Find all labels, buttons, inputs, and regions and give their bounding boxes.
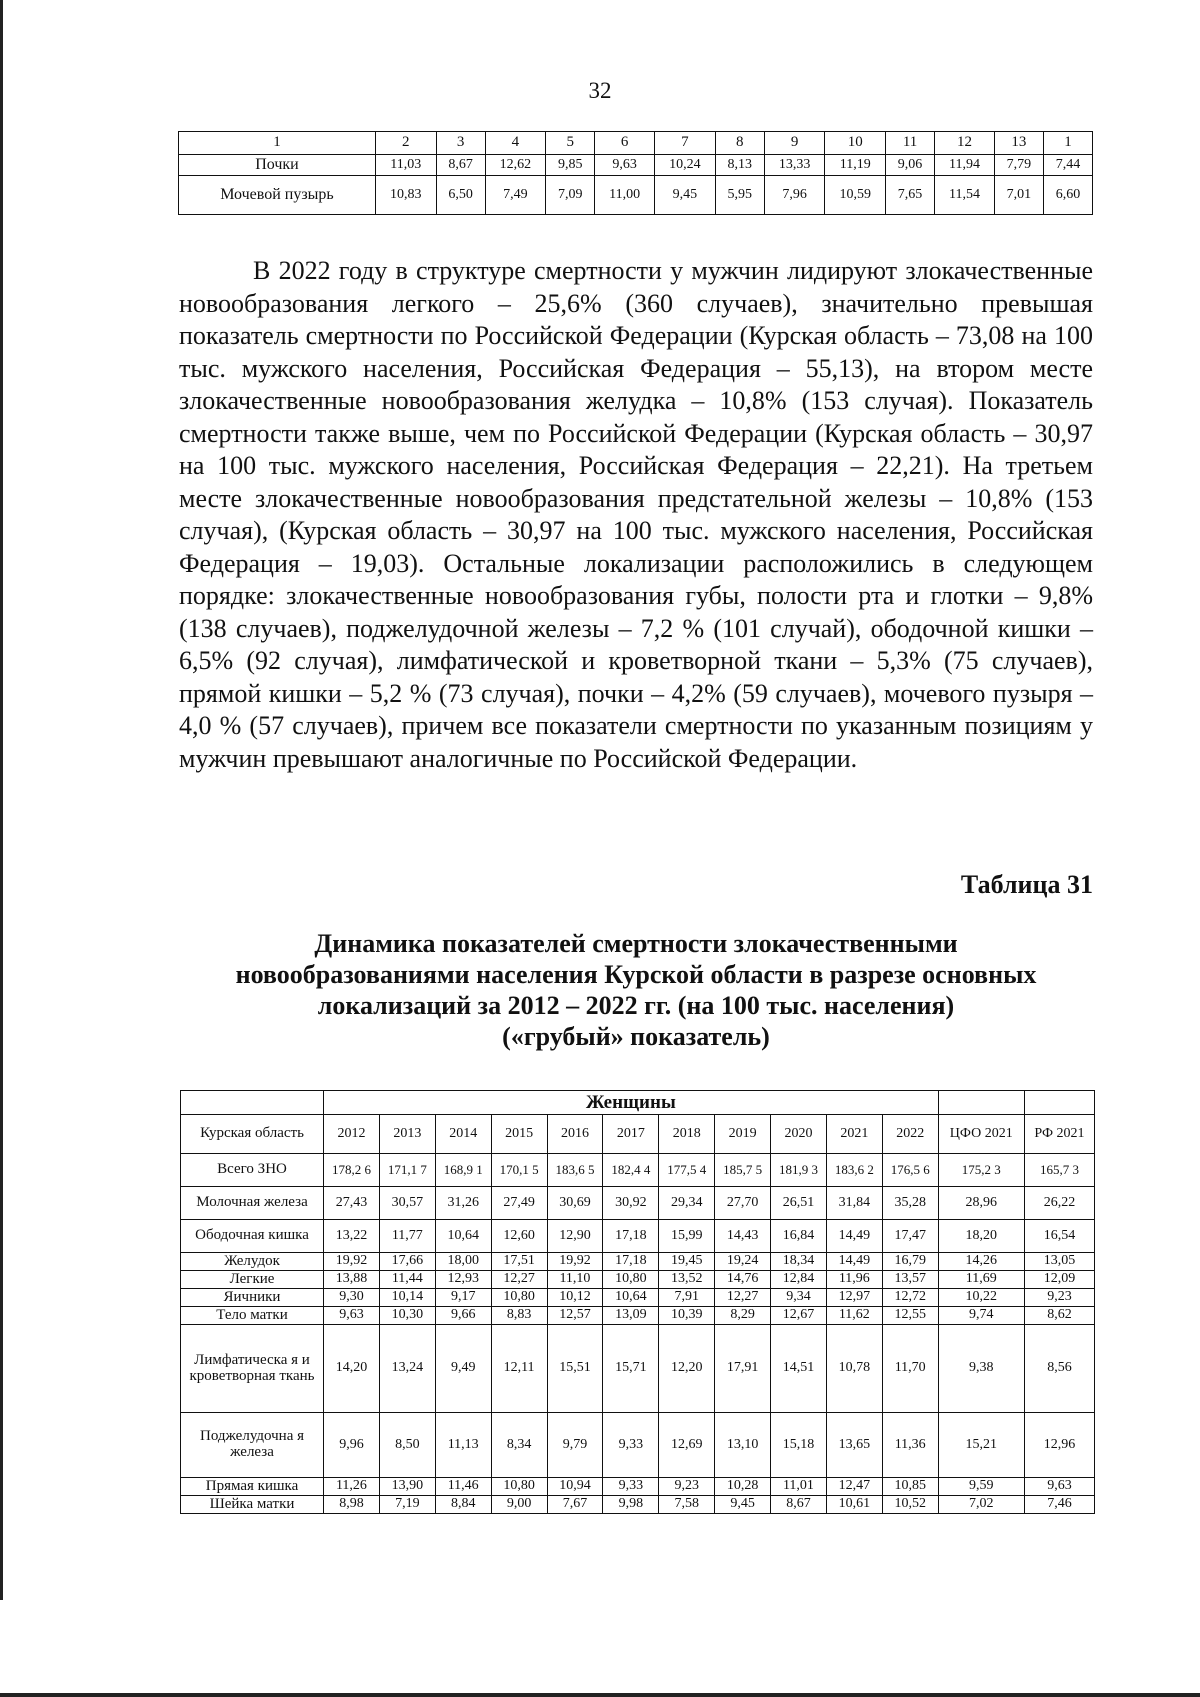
table-cell: 11,69 xyxy=(938,1271,1024,1289)
table-cell: 30,92 xyxy=(603,1187,659,1220)
top-table-header-cell: 11 xyxy=(886,132,935,155)
table-cell: 9,63 xyxy=(595,155,655,176)
table-title-line: («грубый» показатель) xyxy=(502,1022,770,1051)
table-cell: 10,83 xyxy=(375,176,436,215)
top-table-header-cell: 1 xyxy=(1043,132,1092,155)
table-cell: 9,06 xyxy=(886,155,935,176)
table-cell: 9,38 xyxy=(938,1325,1024,1413)
table-cell: 183,6 2 xyxy=(826,1154,882,1187)
table-cell: 18,20 xyxy=(938,1220,1024,1253)
table-row xyxy=(181,1413,1095,1478)
table-title-line: Динамика показателей смертности злокачественными xyxy=(314,929,958,958)
table-cell: 26,51 xyxy=(771,1187,827,1220)
row-label: Молочная железа xyxy=(181,1187,324,1220)
table-cell: 14,76 xyxy=(715,1271,771,1289)
table-cell: 8,98 xyxy=(324,1496,380,1514)
table-cell: 11,44 xyxy=(379,1271,435,1289)
year-header: 2014 xyxy=(435,1115,491,1154)
table-cell: 9,79 xyxy=(547,1413,603,1478)
table-cell: 17,66 xyxy=(379,1253,435,1271)
table-cell: 13,52 xyxy=(659,1271,715,1289)
table-title-line: новообразованиями населения Курской области в разрезе основных xyxy=(235,960,1037,989)
table-cell: 10,61 xyxy=(826,1496,882,1514)
table-cell: 8,84 xyxy=(435,1496,491,1514)
table-cell: 13,05 xyxy=(1024,1253,1094,1271)
table-cell: 14,43 xyxy=(715,1220,771,1253)
table-cell: 13,90 xyxy=(379,1478,435,1496)
table-cell: 8,29 xyxy=(715,1307,771,1325)
group-header-women: Женщины xyxy=(324,1091,939,1115)
table-cell: 10,59 xyxy=(825,176,886,215)
table-cell: 9,00 xyxy=(491,1496,547,1514)
table-cell: 12,11 xyxy=(491,1325,547,1413)
table-cell: 27,43 xyxy=(324,1187,380,1220)
top-table-header-cell: 2 xyxy=(375,132,436,155)
table-cell: 7,44 xyxy=(1043,155,1092,176)
table-cell: 15,71 xyxy=(603,1325,659,1413)
table-cell: 12,97 xyxy=(826,1289,882,1307)
scan-edge-left xyxy=(0,0,3,1600)
table-cell: 11,01 xyxy=(771,1478,827,1496)
table-cell: 9,33 xyxy=(603,1413,659,1478)
table-cell: 35,28 xyxy=(882,1187,938,1220)
table-cell: 10,80 xyxy=(491,1478,547,1496)
table-cell: 12,27 xyxy=(715,1289,771,1307)
table-cell: 10,24 xyxy=(655,155,716,176)
table-cell: 11,46 xyxy=(435,1478,491,1496)
table-row xyxy=(181,1478,1095,1496)
year-header: 2016 xyxy=(547,1115,603,1154)
table-cell: 10,28 xyxy=(715,1478,771,1496)
scan-edge-bottom xyxy=(0,1693,1200,1697)
table-cell: 10,30 xyxy=(379,1307,435,1325)
table-cell: 12,09 xyxy=(1024,1271,1094,1289)
table-row xyxy=(181,1271,1095,1289)
row-label: Всего ЗНО xyxy=(181,1154,324,1187)
table-cell: 9,23 xyxy=(659,1478,715,1496)
table-cell: 11,26 xyxy=(324,1478,380,1496)
table-cell: 171,1 7 xyxy=(379,1154,435,1187)
top-table-header-cell: 3 xyxy=(436,132,485,155)
table-cell: 7,67 xyxy=(547,1496,603,1514)
table-cell: 19,92 xyxy=(324,1253,380,1271)
empty-cell xyxy=(181,1091,324,1115)
table-cell: 11,62 xyxy=(826,1307,882,1325)
table-cell: 8,62 xyxy=(1024,1307,1094,1325)
table-cell: 31,84 xyxy=(826,1187,882,1220)
table-cell: 13,57 xyxy=(882,1271,938,1289)
table-cell: 185,7 5 xyxy=(715,1154,771,1187)
page-number: 32 xyxy=(588,78,612,103)
table-cell: 183,6 5 xyxy=(547,1154,603,1187)
table-cell: 13,24 xyxy=(379,1325,435,1413)
top-table-header-cell: 10 xyxy=(825,132,886,155)
empty-cell xyxy=(1024,1091,1094,1115)
table-cell: 16,84 xyxy=(771,1220,827,1253)
table-cell: 170,1 5 xyxy=(491,1154,547,1187)
group-header-row xyxy=(181,1091,1095,1115)
table-cell: 9,63 xyxy=(1024,1478,1094,1496)
table-cell: 12,47 xyxy=(826,1478,882,1496)
year-header: 2018 xyxy=(659,1115,715,1154)
table-cell: 11,00 xyxy=(595,176,655,215)
table-cell: 7,91 xyxy=(659,1289,715,1307)
row-label: Ободочная кишка xyxy=(181,1220,324,1253)
table-cell: 16,79 xyxy=(882,1253,938,1271)
table-row xyxy=(181,1253,1095,1271)
table-row xyxy=(181,1496,1095,1514)
table-cell: 12,57 xyxy=(547,1307,603,1325)
table-cell: 15,21 xyxy=(938,1413,1024,1478)
table-cell: 11,94 xyxy=(935,155,995,176)
table-cell: 8,13 xyxy=(715,155,764,176)
table-cell: 11,19 xyxy=(825,155,886,176)
table-cell: 7,65 xyxy=(886,176,935,215)
table-cell: 9,23 xyxy=(1024,1289,1094,1307)
table-label: Таблица 31 xyxy=(960,870,1093,899)
table-cell: 13,88 xyxy=(324,1271,380,1289)
table-cell: 10,64 xyxy=(603,1289,659,1307)
table-cell: 17,51 xyxy=(491,1253,547,1271)
year-header: 2012 xyxy=(324,1115,380,1154)
table-cell: 13,65 xyxy=(826,1413,882,1478)
table-cell: 9,85 xyxy=(546,155,595,176)
table-cell: 12,55 xyxy=(882,1307,938,1325)
table-cell: 30,69 xyxy=(547,1187,603,1220)
table-cell: 168,9 1 xyxy=(435,1154,491,1187)
table-row xyxy=(181,1289,1095,1307)
table-cell: 14,26 xyxy=(938,1253,1024,1271)
table-cell: 14,20 xyxy=(324,1325,380,1413)
table-cell: 176,5 6 xyxy=(882,1154,938,1187)
table-cell: 8,50 xyxy=(379,1413,435,1478)
row-label: Шейка матки xyxy=(181,1496,324,1514)
table-cell: 28,96 xyxy=(938,1187,1024,1220)
table-row xyxy=(179,155,1093,176)
table-cell: 18,00 xyxy=(435,1253,491,1271)
table-cell: 9,96 xyxy=(324,1413,380,1478)
table-cell: 9,45 xyxy=(655,176,716,215)
table-cell: 27,49 xyxy=(491,1187,547,1220)
table-cell: 14,49 xyxy=(826,1220,882,1253)
table-cell: 7,09 xyxy=(546,176,595,215)
top-table-header-cell: 9 xyxy=(764,132,825,155)
table-cell: 8,67 xyxy=(771,1496,827,1514)
row-label: Тело матки xyxy=(181,1307,324,1325)
top-table-header-cell: 13 xyxy=(994,132,1043,155)
table-cell: 6,60 xyxy=(1043,176,1092,215)
table-cell: 19,45 xyxy=(659,1253,715,1271)
table-cell: 7,01 xyxy=(994,176,1043,215)
table-title xyxy=(179,928,1093,1052)
table-cell: 10,39 xyxy=(659,1307,715,1325)
table-cell: 182,4 4 xyxy=(603,1154,659,1187)
table-cell: 12,60 xyxy=(491,1220,547,1253)
table-cell: 9,45 xyxy=(715,1496,771,1514)
table-cell: 13,09 xyxy=(603,1307,659,1325)
table-cell: 178,2 6 xyxy=(324,1154,380,1187)
table-cell: 9,49 xyxy=(435,1325,491,1413)
table-row xyxy=(181,1307,1095,1325)
table-cell: 175,2 3 xyxy=(938,1154,1024,1187)
table-cell: 11,13 xyxy=(435,1413,491,1478)
table-cell: 7,46 xyxy=(1024,1496,1094,1514)
table-cell: 19,92 xyxy=(547,1253,603,1271)
table-cell: 14,49 xyxy=(826,1253,882,1271)
table-cell: 9,33 xyxy=(603,1478,659,1496)
table-cell: 11,77 xyxy=(379,1220,435,1253)
year-header: 2017 xyxy=(603,1115,659,1154)
table-cell: 6,50 xyxy=(436,176,485,215)
body-paragraph: В 2022 году в структуре смертности у мужчин лидируют злокачественные новообразования легкого – 25,6% (360 случаев), значительно превышая показатель смертности по Российской Федерации (Курская область – 73,08 на 100 тыс. мужского населения, Российская Федерация – 55,13), на втором месте злокачественные новообразования желудка – 10,8% (153 случая). Показатель смертности также выше, чем по Российской Федерации (Курская область – 30,97 на 100 тыс. мужского населения, Российская Федерация – 22,21). На третьем месте злокачественные новообразования предстательной железы – 10,8% (153 случая), (Курская область – 30,97 на 100 тыс. мужского населения, Российская Федерация – 19,03). Остальные локализации расположились в следующем порядке: злокачественные новообразования губы, полости рта и глотки – 9,8% (138 случаев), поджелудочной железы – 7,2 % (101 случай), ободочной кишки – 6,5% (92 случая), лимфатической и кроветворной ткани – 5,3% (75 случаев), прямой кишки – 5,2 % (73 случая), почки – 4,2% (59 случаев), мочевого пузыря – 4,0 % (57 случаев), причем все показатели смертности по указанным позициям у мужчин превышают аналогичные по Российской Федерации. xyxy=(179,256,1093,773)
row-label: Яичники xyxy=(181,1289,324,1307)
table-cell: 10,85 xyxy=(882,1478,938,1496)
year-header: 2015 xyxy=(491,1115,547,1154)
table-cell: 12,93 xyxy=(435,1271,491,1289)
table-cell: 10,78 xyxy=(826,1325,882,1413)
top-table-header-cell: 1 xyxy=(179,132,376,155)
table-cell: 177,5 4 xyxy=(659,1154,715,1187)
table-cell: 12,67 xyxy=(771,1307,827,1325)
table-cell: 17,91 xyxy=(715,1325,771,1413)
table-cell: 9,66 xyxy=(435,1307,491,1325)
row-label: Лимфатическа я и кроветворная ткань xyxy=(181,1325,324,1413)
top-table-header-cell: 5 xyxy=(546,132,595,155)
table-cell: 10,12 xyxy=(547,1289,603,1307)
year-header: 2021 xyxy=(826,1115,882,1154)
table-row xyxy=(181,1220,1095,1253)
table-cell: 11,54 xyxy=(935,176,995,215)
region-label: Курская область xyxy=(181,1115,324,1154)
table-cell: 7,49 xyxy=(485,176,546,215)
table-cell: 29,34 xyxy=(659,1187,715,1220)
table-cell: 12,69 xyxy=(659,1413,715,1478)
table-cell: 13,22 xyxy=(324,1220,380,1253)
table-cell: 7,79 xyxy=(994,155,1043,176)
year-header-row xyxy=(181,1115,1095,1154)
table-cell: 18,34 xyxy=(771,1253,827,1271)
table-cell: 8,83 xyxy=(491,1307,547,1325)
row-label: Почки xyxy=(179,155,376,176)
table-cell: 10,22 xyxy=(938,1289,1024,1307)
table-cell: 11,96 xyxy=(826,1271,882,1289)
cfo-header: ЦФО 2021 xyxy=(938,1115,1024,1154)
year-header: 2020 xyxy=(771,1115,827,1154)
table-cell: 7,58 xyxy=(659,1496,715,1514)
table-cell: 15,51 xyxy=(547,1325,603,1413)
table-cell: 8,56 xyxy=(1024,1325,1094,1413)
year-header: 2013 xyxy=(379,1115,435,1154)
table-cell: 31,26 xyxy=(435,1187,491,1220)
table-cell: 17,47 xyxy=(882,1220,938,1253)
mortality-table xyxy=(180,1090,1095,1514)
table-cell: 9,63 xyxy=(324,1307,380,1325)
table-cell: 7,19 xyxy=(379,1496,435,1514)
table-cell: 181,9 3 xyxy=(771,1154,827,1187)
table-cell: 9,74 xyxy=(938,1307,1024,1325)
row-label: Легкие xyxy=(181,1271,324,1289)
table-cell: 12,96 xyxy=(1024,1413,1094,1478)
table-cell: 9,30 xyxy=(324,1289,380,1307)
table-cell: 16,54 xyxy=(1024,1220,1094,1253)
table-cell: 12,20 xyxy=(659,1325,715,1413)
table-cell: 13,33 xyxy=(764,155,825,176)
table-cell: 11,03 xyxy=(375,155,436,176)
year-header: 2019 xyxy=(715,1115,771,1154)
table-cell: 17,18 xyxy=(603,1253,659,1271)
table-title-line: локализаций за 2012 – 2022 гг. (на 100 тыс. населения) xyxy=(317,991,955,1020)
top-table-header-cell: 7 xyxy=(655,132,716,155)
table-cell: 10,64 xyxy=(435,1220,491,1253)
row-label: Желудок xyxy=(181,1253,324,1271)
table-cell: 10,80 xyxy=(491,1289,547,1307)
table-cell: 12,27 xyxy=(491,1271,547,1289)
table-row xyxy=(181,1187,1095,1220)
row-label: Поджелудочна я железа xyxy=(181,1413,324,1478)
table-cell: 8,34 xyxy=(491,1413,547,1478)
rf-header: РФ 2021 xyxy=(1024,1115,1094,1154)
table-cell: 7,96 xyxy=(764,176,825,215)
table-cell: 7,02 xyxy=(938,1496,1024,1514)
table-cell: 12,84 xyxy=(771,1271,827,1289)
table-cell: 10,80 xyxy=(603,1271,659,1289)
table-cell: 15,99 xyxy=(659,1220,715,1253)
empty-cell xyxy=(938,1091,1024,1115)
table-cell: 30,57 xyxy=(379,1187,435,1220)
table-cell: 14,51 xyxy=(771,1325,827,1413)
table-cell: 15,18 xyxy=(771,1413,827,1478)
top-table-header-cell: 6 xyxy=(595,132,655,155)
table-cell: 8,67 xyxy=(436,155,485,176)
table-cell: 5,95 xyxy=(715,176,764,215)
table-cell: 13,10 xyxy=(715,1413,771,1478)
top-table xyxy=(178,131,1093,215)
table-cell: 12,62 xyxy=(485,155,546,176)
table-cell: 11,36 xyxy=(882,1413,938,1478)
top-table-header-row xyxy=(179,132,1093,155)
table-cell: 26,22 xyxy=(1024,1187,1094,1220)
table-cell: 17,18 xyxy=(603,1220,659,1253)
row-label: Мочевой пузырь xyxy=(179,176,376,215)
table-cell: 9,59 xyxy=(938,1478,1024,1496)
table-row xyxy=(181,1154,1095,1187)
table-cell: 11,10 xyxy=(547,1271,603,1289)
table-cell: 10,52 xyxy=(882,1496,938,1514)
table-cell: 19,24 xyxy=(715,1253,771,1271)
table-cell: 27,70 xyxy=(715,1187,771,1220)
table-row xyxy=(181,1325,1095,1413)
table-cell: 12,90 xyxy=(547,1220,603,1253)
table-cell: 165,7 3 xyxy=(1024,1154,1094,1187)
table-cell: 10,14 xyxy=(379,1289,435,1307)
mortality-table-body xyxy=(181,1154,1095,1514)
table-cell: 9,34 xyxy=(771,1289,827,1307)
top-table-header-cell: 8 xyxy=(715,132,764,155)
top-table-header-cell: 12 xyxy=(935,132,995,155)
table-row xyxy=(179,176,1093,215)
top-table-header-cell: 4 xyxy=(485,132,546,155)
row-label: Прямая кишка xyxy=(181,1478,324,1496)
table-cell: 9,17 xyxy=(435,1289,491,1307)
table-cell: 10,94 xyxy=(547,1478,603,1496)
table-cell: 11,70 xyxy=(882,1325,938,1413)
year-header: 2022 xyxy=(882,1115,938,1154)
table-cell: 9,98 xyxy=(603,1496,659,1514)
table-cell: 12,72 xyxy=(882,1289,938,1307)
